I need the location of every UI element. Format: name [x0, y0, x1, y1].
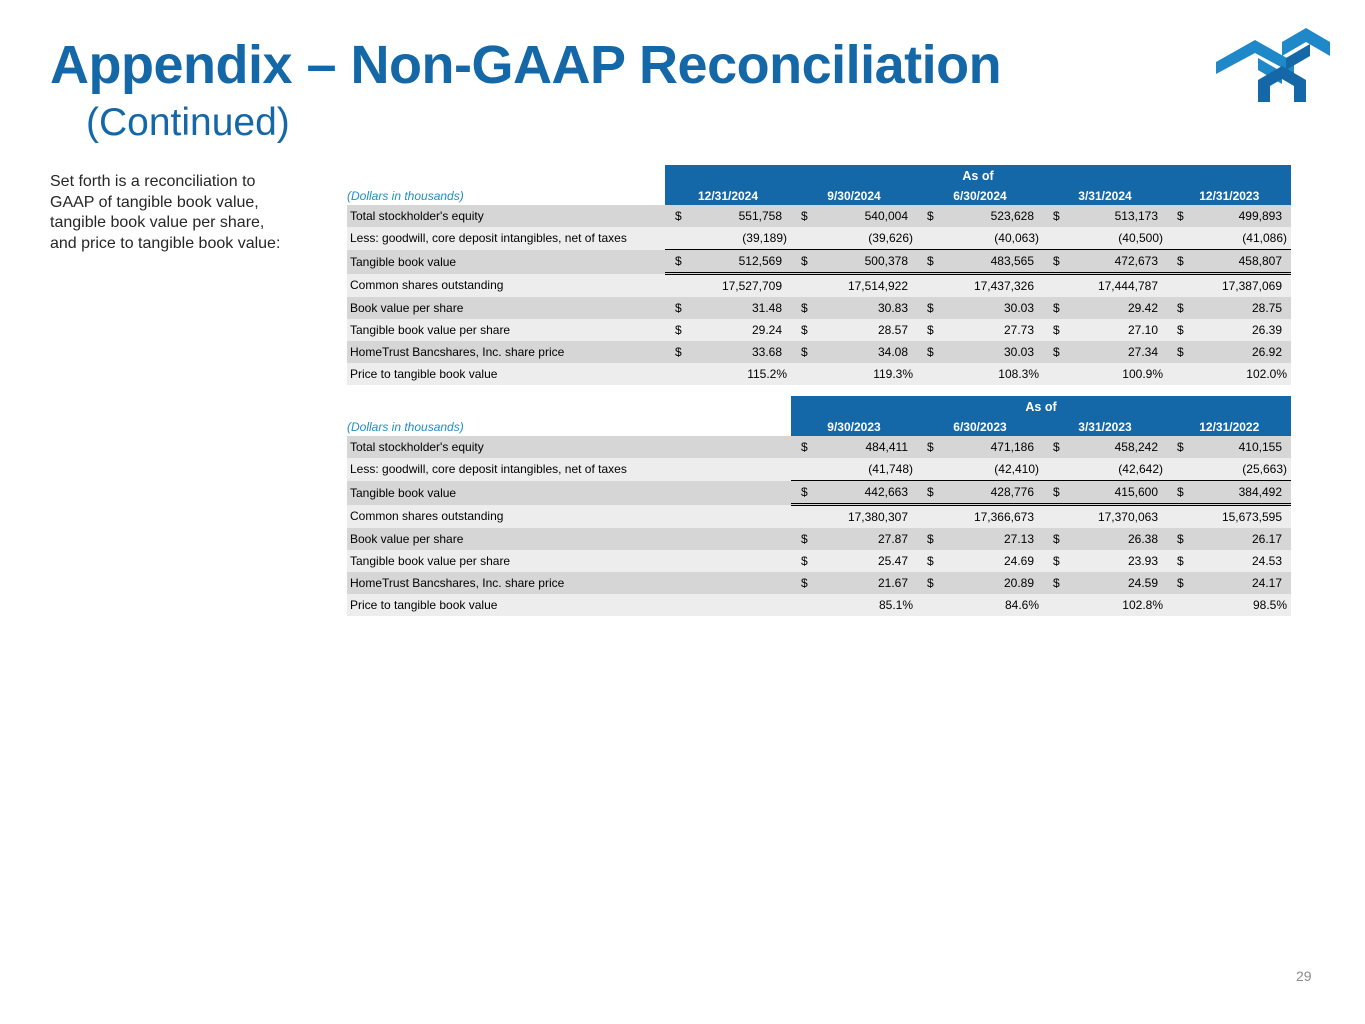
currency-symbol: $ — [791, 481, 819, 505]
currency-symbol: $ — [791, 572, 819, 594]
value-cell: 442,663 — [819, 481, 917, 505]
currency-symbol — [1043, 594, 1071, 616]
currency-symbol: $ — [917, 550, 945, 572]
currency-symbol: $ — [1043, 297, 1071, 319]
table-row — [347, 436, 1291, 458]
header-row-periods — [347, 418, 1291, 436]
as-of-header: As of — [665, 165, 1291, 187]
currency-symbol — [1167, 594, 1195, 616]
row-label: Tangible book value — [347, 481, 791, 505]
currency-symbol: $ — [1043, 250, 1071, 274]
currency-symbol: $ — [917, 250, 945, 274]
currency-symbol — [791, 594, 819, 616]
value-cell: 98.5% — [1195, 594, 1291, 616]
currency-symbol: $ — [1167, 528, 1195, 550]
currency-symbol — [791, 505, 819, 529]
currency-symbol: $ — [665, 319, 693, 341]
value-cell: (42,642) — [1071, 458, 1167, 481]
currency-symbol: $ — [665, 341, 693, 363]
currency-symbol: $ — [1043, 481, 1071, 505]
row-label: Common shares outstanding — [347, 505, 791, 529]
row-label: HomeTrust Bancshares, Inc. share price — [347, 341, 665, 363]
table-row — [347, 205, 1291, 227]
value-cell: 34.08 — [819, 341, 917, 363]
row-label: Common shares outstanding — [347, 274, 665, 298]
currency-symbol: $ — [791, 250, 819, 274]
currency-symbol — [1043, 227, 1071, 250]
value-cell: 17,370,063 — [1071, 505, 1167, 529]
table-row — [347, 594, 1291, 616]
period-header: 12/31/2024 — [665, 187, 791, 205]
currency-symbol: $ — [791, 550, 819, 572]
currency-symbol — [1167, 505, 1195, 529]
period-header: 12/31/2022 — [1167, 418, 1291, 436]
currency-symbol: $ — [917, 205, 945, 227]
table-row — [347, 250, 1291, 274]
currency-symbol: $ — [1167, 481, 1195, 505]
value-cell: 17,387,069 — [1195, 274, 1291, 298]
row-label: Tangible book value — [347, 250, 665, 274]
currency-symbol — [791, 458, 819, 481]
value-cell: 24.17 — [1195, 572, 1291, 594]
value-cell: (42,410) — [945, 458, 1043, 481]
value-cell: 523,628 — [945, 205, 1043, 227]
value-cell: 551,758 — [693, 205, 791, 227]
value-cell: 30.03 — [945, 297, 1043, 319]
value-cell: 17,514,922 — [819, 274, 917, 298]
value-cell: 26.17 — [1195, 528, 1291, 550]
currency-symbol: $ — [1167, 205, 1195, 227]
currency-symbol — [917, 594, 945, 616]
currency-symbol — [1167, 458, 1195, 481]
period-header: 12/31/2023 — [1167, 187, 1291, 205]
currency-symbol: $ — [665, 250, 693, 274]
currency-symbol: $ — [1043, 341, 1071, 363]
value-cell: 513,173 — [1071, 205, 1167, 227]
value-cell: 115.2% — [693, 363, 791, 385]
value-cell: (41,748) — [819, 458, 917, 481]
value-cell: 17,444,787 — [1071, 274, 1167, 298]
row-label: Book value per share — [347, 297, 665, 319]
value-cell: 25.47 — [819, 550, 917, 572]
currency-symbol — [917, 505, 945, 529]
row-label: HomeTrust Bancshares, Inc. share price — [347, 572, 791, 594]
table-row — [347, 341, 1291, 363]
currency-symbol: $ — [791, 436, 819, 458]
value-cell: (40,500) — [1071, 227, 1167, 250]
currency-symbol: $ — [665, 205, 693, 227]
currency-symbol: $ — [791, 341, 819, 363]
currency-symbol: $ — [917, 436, 945, 458]
currency-symbol — [665, 363, 693, 385]
currency-symbol — [917, 227, 945, 250]
value-cell: 119.3% — [819, 363, 917, 385]
row-label: Price to tangible book value — [347, 594, 791, 616]
header-spacer — [347, 396, 791, 418]
header-row-periods — [347, 187, 1291, 205]
units-note: (Dollars in thousands) — [347, 189, 464, 203]
value-cell: 17,380,307 — [819, 505, 917, 529]
currency-symbol: $ — [1167, 319, 1195, 341]
currency-symbol: $ — [1167, 550, 1195, 572]
value-cell: 17,437,326 — [945, 274, 1043, 298]
value-cell: 500,378 — [819, 250, 917, 274]
period-header: 9/30/2024 — [791, 187, 917, 205]
row-label: Less: goodwill, core deposit intangibles, net of taxes — [347, 458, 791, 481]
table1-body — [347, 165, 1291, 385]
value-cell: 410,155 — [1195, 436, 1291, 458]
row-label: Total stockholder's equity — [347, 436, 791, 458]
currency-symbol: $ — [1167, 297, 1195, 319]
currency-symbol — [1043, 274, 1071, 298]
table-row — [347, 458, 1291, 481]
page-subtitle: (Continued) — [86, 101, 290, 144]
currency-symbol: $ — [1167, 250, 1195, 274]
value-cell: 428,776 — [945, 481, 1043, 505]
currency-symbol — [917, 363, 945, 385]
currency-symbol — [917, 458, 945, 481]
value-cell: 30.03 — [945, 341, 1043, 363]
reconciliation-table-2024 — [347, 165, 1291, 385]
header-row-as-of — [347, 396, 1291, 418]
value-cell: 471,186 — [945, 436, 1043, 458]
value-cell: 27.87 — [819, 528, 917, 550]
value-cell: 472,673 — [1071, 250, 1167, 274]
currency-symbol: $ — [917, 572, 945, 594]
value-cell: 102.8% — [1071, 594, 1167, 616]
currency-symbol: $ — [1043, 550, 1071, 572]
currency-symbol: $ — [917, 481, 945, 505]
row-label: Total stockholder's equity — [347, 205, 665, 227]
header-row-as-of — [347, 165, 1291, 187]
value-cell: 28.57 — [819, 319, 917, 341]
currency-symbol: $ — [665, 297, 693, 319]
value-cell: 458,807 — [1195, 250, 1291, 274]
currency-symbol: $ — [1043, 528, 1071, 550]
as-of-header: As of — [791, 396, 1291, 418]
table-row — [347, 297, 1291, 319]
currency-symbol: $ — [791, 297, 819, 319]
value-cell: 17,527,709 — [693, 274, 791, 298]
table-row — [347, 550, 1291, 572]
currency-symbol — [1043, 458, 1071, 481]
currency-symbol — [791, 227, 819, 250]
currency-symbol — [791, 274, 819, 298]
currency-symbol: $ — [1167, 572, 1195, 594]
currency-symbol — [1167, 274, 1195, 298]
units-note: (Dollars in thousands) — [347, 420, 464, 434]
row-label: Tangible book value per share — [347, 319, 665, 341]
currency-symbol: $ — [1043, 319, 1071, 341]
table-row — [347, 505, 1291, 529]
table-row — [347, 363, 1291, 385]
currency-symbol: $ — [917, 341, 945, 363]
value-cell: 17,366,673 — [945, 505, 1043, 529]
currency-symbol — [1167, 363, 1195, 385]
value-cell: 20.89 — [945, 572, 1043, 594]
header-spacer — [347, 165, 665, 187]
value-cell: 483,565 — [945, 250, 1043, 274]
value-cell: 26.39 — [1195, 319, 1291, 341]
currency-symbol — [1043, 363, 1071, 385]
currency-symbol: $ — [917, 297, 945, 319]
table-row — [347, 319, 1291, 341]
row-label: Tangible book value per share — [347, 550, 791, 572]
value-cell: 24.53 — [1195, 550, 1291, 572]
currency-symbol: $ — [1043, 436, 1071, 458]
currency-symbol: $ — [1043, 205, 1071, 227]
currency-symbol: $ — [917, 319, 945, 341]
value-cell: 29.42 — [1071, 297, 1167, 319]
value-cell: 85.1% — [819, 594, 917, 616]
value-cell: 27.13 — [945, 528, 1043, 550]
value-cell: 27.10 — [1071, 319, 1167, 341]
value-cell: 24.69 — [945, 550, 1043, 572]
currency-symbol: $ — [917, 528, 945, 550]
currency-symbol: $ — [791, 528, 819, 550]
table-row — [347, 481, 1291, 505]
value-cell: 84.6% — [945, 594, 1043, 616]
period-header: 6/30/2023 — [917, 418, 1043, 436]
value-cell: 31.48 — [693, 297, 791, 319]
currency-symbol — [1167, 227, 1195, 250]
reconciliation-table-2023 — [347, 396, 1291, 616]
table-row — [347, 227, 1291, 250]
value-cell: (41,086) — [1195, 227, 1291, 250]
value-cell: 33.68 — [693, 341, 791, 363]
row-label: Book value per share — [347, 528, 791, 550]
row-label: Less: goodwill, core deposit intangibles, net of taxes — [347, 227, 665, 250]
value-cell: 26.92 — [1195, 341, 1291, 363]
value-cell: (39,626) — [819, 227, 917, 250]
value-cell: 484,411 — [819, 436, 917, 458]
value-cell: (40,063) — [945, 227, 1043, 250]
currency-symbol — [917, 274, 945, 298]
value-cell: 30.83 — [819, 297, 917, 319]
value-cell: 27.34 — [1071, 341, 1167, 363]
value-cell: 26.38 — [1071, 528, 1167, 550]
period-header: 6/30/2024 — [917, 187, 1043, 205]
currency-symbol: $ — [1043, 572, 1071, 594]
value-cell: 499,893 — [1195, 205, 1291, 227]
value-cell: 458,242 — [1071, 436, 1167, 458]
period-header: 3/31/2023 — [1043, 418, 1167, 436]
currency-symbol — [1043, 505, 1071, 529]
hometrust-logo-icon — [1210, 18, 1334, 104]
period-header: 3/31/2024 — [1043, 187, 1167, 205]
value-cell: 15,673,595 — [1195, 505, 1291, 529]
value-cell: 540,004 — [819, 205, 917, 227]
table-row — [347, 528, 1291, 550]
table-row — [347, 572, 1291, 594]
value-cell: 28.75 — [1195, 297, 1291, 319]
currency-symbol — [665, 274, 693, 298]
currency-symbol — [665, 227, 693, 250]
page-title: Appendix – Non-GAAP Reconciliation — [50, 35, 1002, 95]
value-cell: 29.24 — [693, 319, 791, 341]
currency-symbol — [791, 363, 819, 385]
currency-symbol: $ — [791, 205, 819, 227]
value-cell: 23.93 — [1071, 550, 1167, 572]
value-cell: (25,663) — [1195, 458, 1291, 481]
value-cell: 384,492 — [1195, 481, 1291, 505]
currency-symbol: $ — [1167, 436, 1195, 458]
table2-body — [347, 396, 1291, 616]
value-cell: (39,189) — [693, 227, 791, 250]
value-cell: 21.67 — [819, 572, 917, 594]
value-cell: 24.59 — [1071, 572, 1167, 594]
value-cell: 415,600 — [1071, 481, 1167, 505]
table-row — [347, 274, 1291, 298]
value-cell: 108.3% — [945, 363, 1043, 385]
value-cell: 100.9% — [1071, 363, 1167, 385]
intro-text: Set forth is a reconciliation to GAAP of tangible book value, tangible book value per share, and price to tangible book value: — [50, 173, 281, 252]
value-cell: 102.0% — [1195, 363, 1291, 385]
currency-symbol: $ — [1167, 341, 1195, 363]
period-header: 9/30/2023 — [791, 418, 917, 436]
row-label: Price to tangible book value — [347, 363, 665, 385]
value-cell: 512,569 — [693, 250, 791, 274]
page-number: 29 — [1296, 968, 1312, 984]
value-cell: 27.73 — [945, 319, 1043, 341]
currency-symbol: $ — [791, 319, 819, 341]
